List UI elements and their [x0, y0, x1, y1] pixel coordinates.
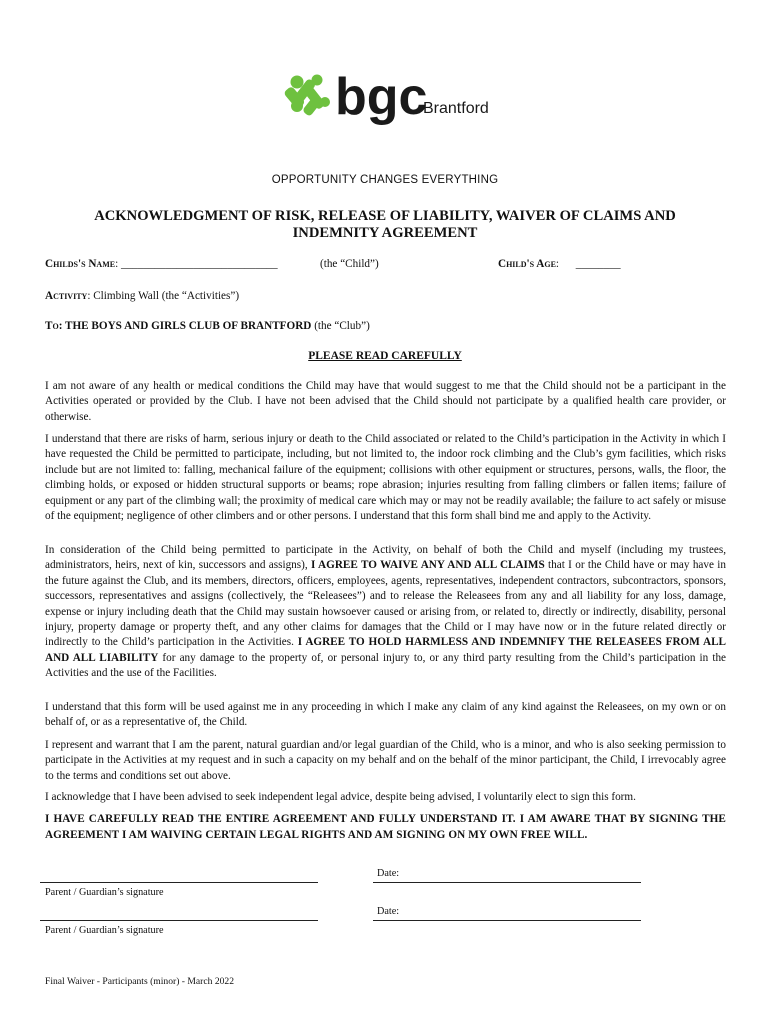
waiver-text-3: for any damage to the property of, or personal injury to, or any third party resulting from the Child’s participation in the Activities and the use of the Facilities. — [45, 651, 727, 680]
paragraph-risks: I understand that there are risks of harm, serious injury or death to the Child associated or related to the Child’s participation in the Activity in which I have requested the Child be permitted to participate, including, but not limited to, the indoor rock climbing and the Club’s gym facilities, which risks include but are not limited to: falling, mechanical failure of the equipment; collisions with other equipment or structures, persons, walls, the floor, the climbing holds, or exposed or hidden structural supports or beams; rope abrasion; injuries resulting from falling climbers or fallen items; failure of equipment or any part of the climbing wall; the proximity of medical care which may or may not be readily available; the failure to act safely or misuse of the equipment; negligence of other climbers and or other persons. I understand that this form shall bind me and apply to the Activity. — [45, 433, 726, 523]
paragraph-legal-advice: I acknowledge that I have been advised to seek independent legal advice, despite being advised, I voluntarily elect to sign this form. — [45, 791, 636, 803]
paragraph-health: I am not aware of any health or medical conditions the Child may have that would suggest to me that the Child should not be a participant in the Activities operated or provided by the Club. I have not been advised that the Child should not participate by a qualified health care provider, or otherwise. — [45, 380, 726, 423]
date-label-1: Date: — [377, 868, 400, 879]
paragraph-acknowledgement: I HAVE CAREFULLY READ THE ENTIRE AGREEMENT AND FULLY UNDERSTAND IT. I AM AWARE THAT BY SIGNING THE AGREEMENT I AM WAIVING CERTAIN LEGAL RIGHTS AND AM SIGNING ON MY OWN FREE WILL. — [45, 813, 726, 841]
date-line-1[interactable] — [373, 882, 641, 883]
activity-field — [45, 290, 239, 302]
title-line-1: ACKNOWLEDGMENT OF RISK, RELEASE OF LIABILITY, WAIVER OF CLAIMS AND — [94, 208, 676, 224]
signature-line-2[interactable] — [40, 920, 318, 921]
child-age-label: Child's Age — [498, 258, 556, 270]
paragraph-proceeding: I understand that this form will be used against me in any proceeding in which I make any claim of any kind against the Releasees, on my own or on behalf of, or as a representative of, the Child. — [45, 701, 726, 729]
to-label: To — [45, 320, 59, 332]
signature-label-2: Parent / Guardian’s signature — [45, 925, 164, 936]
date-label-2: Date: — [377, 906, 400, 917]
waiver-text-1: In consideration of the Child being permitted to participate in the Activity, on behalf of both the Child and myself (including my trustees, administrators, heirs, next of kin, successors and assigns), — [45, 544, 726, 572]
bgc-brantford-logo — [283, 70, 493, 142]
child-name-label: Childs's Name — [45, 258, 116, 270]
waiver-bold-1: I AGREE TO WAIVE ANY AND ALL CLAIMS — [310, 559, 545, 572]
date-line-2[interactable] — [373, 920, 641, 921]
paragraph-waiver — [45, 543, 726, 682]
child-name-field — [45, 258, 278, 270]
bgc-wordmark: bgc — [335, 70, 428, 126]
bgc-figure-icon — [283, 75, 330, 117]
child-name-blank: : ____________________________ — [115, 258, 278, 270]
signature-label-1: Parent / Guardian’s signature — [45, 887, 164, 898]
activity-label: Activity — [45, 290, 88, 302]
signature-line-1[interactable] — [40, 882, 318, 883]
child-age-blank: : ________ — [555, 258, 621, 270]
to-value: : THE BOYS AND GIRLS CLUB OF BRANTFORD — [58, 320, 312, 332]
document-footer: Final Waiver - Participants (minor) - March 2022 — [45, 976, 235, 987]
title-line-2: INDEMNITY AGREEMENT — [292, 225, 478, 241]
child-suffix: (the “Child”) — [320, 258, 379, 270]
to-field — [45, 320, 370, 332]
paragraph-guardian: I represent and warrant that I am the parent, natural guardian and/or legal guardian of the Child, who is a minor, and who is also seeking permission to participate in the Activities at my request and in such a capacity on my behalf and on the behalf of the minor participant, the Child, I irrevocably agree to the terms and conditions set out above. — [45, 739, 726, 782]
child-age-field — [498, 258, 621, 270]
document-title — [60, 208, 710, 242]
to-suffix: (the “Club”) — [311, 320, 370, 332]
waiver-text-2: that I or the Child have or may have in the future against the Club, and its members, directors, officers, employees, agents, representatives, independent contractors, subcontractors, sponsors, successors, representatives and assigns (collectively, the “Releasees”) and to release the Releasees from any and all liability for any loss, damage, expense or injury including death that the Child may sustain howsoever caused or arising from, or related to, directly or indirectly, disability, personal injury, property damage or property theft, and any other claims for damages that the Child or I may have now or in the future related directly or indirectly to the Child’s participation in the Activities. — [45, 559, 726, 649]
tagline: OPPORTUNITY CHANGES EVERYTHING — [271, 174, 499, 186]
waiver-bold-2: I AGREE TO HOLD HARMLESS AND INDEMNIFY THE RELEASEES FROM ALL AND ALL LIABILITY — [45, 636, 727, 664]
brantford-label: Brantford — [423, 100, 489, 117]
activity-value: : Climbing Wall (the “Activities”) — [87, 290, 240, 302]
please-read-heading: PLEASE READ CAREFULLY — [308, 350, 462, 362]
